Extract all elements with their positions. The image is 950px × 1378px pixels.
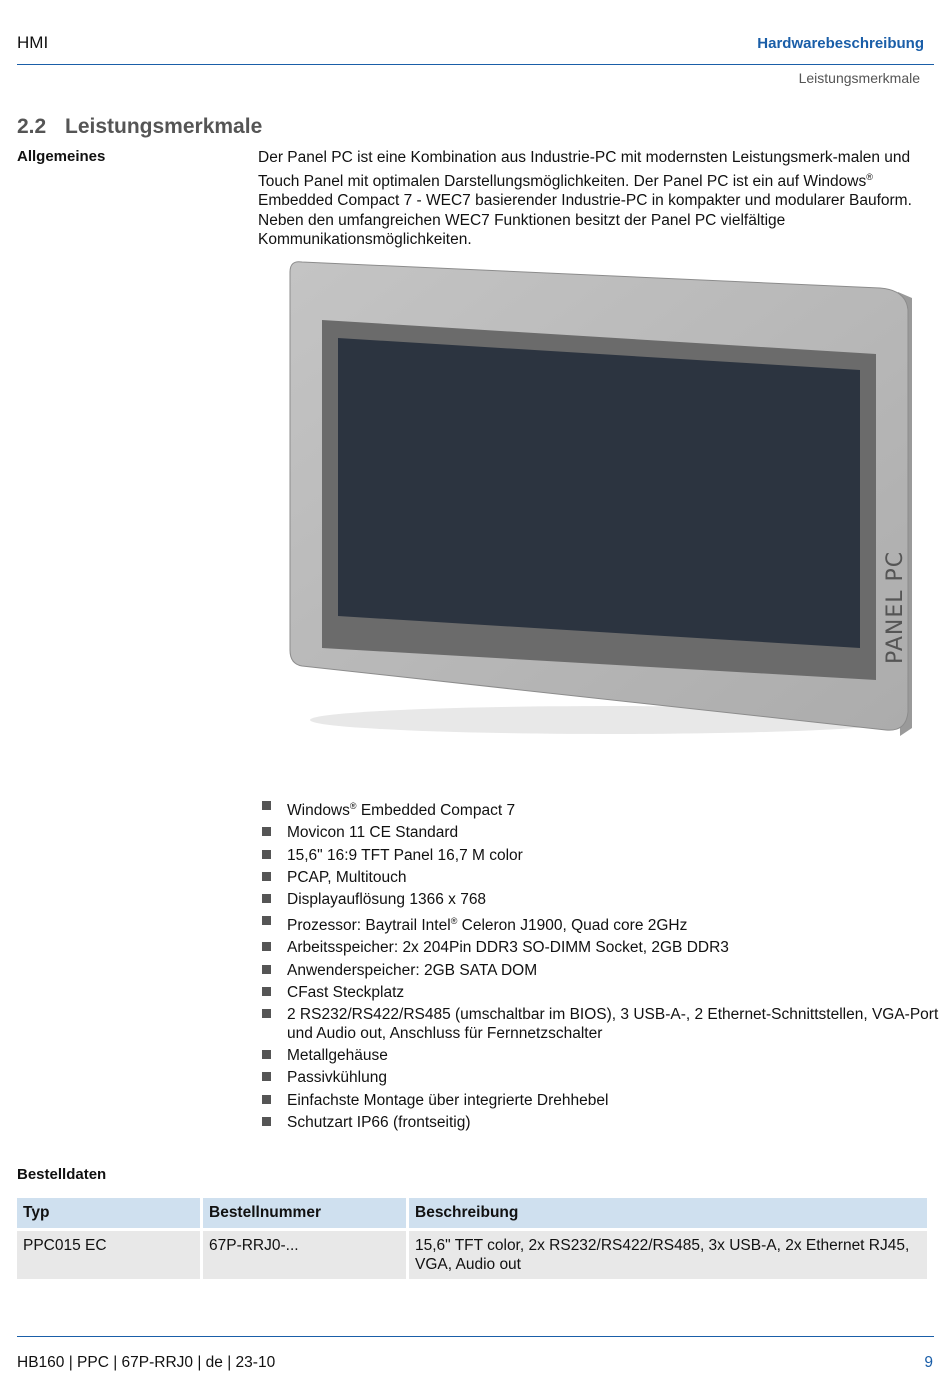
feature-text: Movicon 11 CE Standard bbox=[287, 824, 459, 842]
square-bullet-icon bbox=[262, 1095, 271, 1104]
list-item bbox=[260, 1091, 940, 1110]
list-item bbox=[260, 890, 940, 909]
section-number: 2.2 bbox=[17, 115, 47, 138]
feature-list bbox=[260, 797, 940, 1135]
list-item bbox=[260, 1113, 940, 1132]
feature-text: Displayauflösung 1366 x 768 bbox=[287, 890, 487, 908]
feature-text-suffix: Embedded Compact 7 bbox=[356, 802, 516, 820]
feature-text-suffix: Celeron J1900, Quad core 2GHz bbox=[457, 917, 688, 935]
cell-order-number: 67P-RRJ0-... bbox=[203, 1231, 406, 1279]
square-bullet-icon bbox=[262, 1050, 271, 1059]
square-bullet-icon bbox=[262, 1117, 271, 1126]
feature-text: Arbeitsspeicher: 2x 204Pin DDR3 SO-DIMM Socket, 2GB DDR3 bbox=[287, 939, 729, 957]
square-bullet-icon bbox=[262, 801, 271, 810]
panel-pc-image bbox=[280, 250, 930, 750]
header-section: Leistungsmerkmale bbox=[798, 70, 920, 86]
table-header-row bbox=[17, 1198, 927, 1228]
square-bullet-icon bbox=[262, 894, 271, 903]
list-item bbox=[260, 868, 940, 887]
list-item bbox=[260, 797, 940, 820]
square-bullet-icon bbox=[262, 850, 271, 859]
list-item bbox=[260, 846, 940, 865]
feature-text: Anwenderspeicher: 2GB SATA DOM bbox=[287, 961, 538, 979]
square-bullet-icon bbox=[262, 987, 271, 996]
list-item bbox=[260, 961, 940, 980]
list-item bbox=[260, 823, 940, 842]
square-bullet-icon bbox=[262, 1072, 271, 1081]
footer-doc-id: HB160 | PPC | 67P-RRJ0 | de | 23-10 bbox=[17, 1354, 276, 1371]
cell-description: 15,6" TFT color, 2x RS232/RS422/RS485, 3x USB-A, 2x Ethernet RJ45, VGA, Audio out bbox=[409, 1231, 927, 1279]
side-label: Allgemeines bbox=[17, 148, 106, 165]
feature-text: Schutzart IP66 (frontseitig) bbox=[287, 1113, 471, 1131]
square-bullet-icon bbox=[262, 916, 271, 925]
square-bullet-icon bbox=[262, 1009, 271, 1018]
footer-divider bbox=[17, 1336, 934, 1337]
order-table bbox=[14, 1195, 930, 1282]
section-title: Leistungsmerkmale bbox=[65, 115, 263, 138]
registered-mark: ® bbox=[450, 916, 458, 927]
registered-mark: ® bbox=[349, 801, 357, 811]
col-header-type: Typ bbox=[17, 1198, 200, 1228]
header-divider bbox=[17, 64, 934, 65]
list-item bbox=[260, 912, 940, 935]
square-bullet-icon bbox=[262, 942, 271, 951]
registered-mark: ® bbox=[866, 171, 873, 182]
header-product: HMI bbox=[17, 33, 49, 52]
header-chapter: Hardwarebeschreibung bbox=[757, 35, 924, 52]
cell-type: PPC015 EC bbox=[17, 1231, 200, 1279]
list-item bbox=[260, 1046, 940, 1065]
col-header-description: Beschreibung bbox=[409, 1198, 927, 1228]
feature-text: Metallgehäuse bbox=[287, 1047, 388, 1065]
table-row bbox=[17, 1231, 927, 1279]
intro-paragraph bbox=[258, 148, 938, 250]
col-header-order-number: Bestellnummer bbox=[203, 1198, 406, 1228]
intro-text-2: Embedded Compact 7 - WEC7 basierender Industrie-PC in kompakter und modularer Bauform. Neben den umfangreichen WEC7 Funktionen besitzt der Panel PC vielfältige Kommunikationsmöglichkeiten. bbox=[258, 192, 912, 249]
feature-text: CFast Steckplatz bbox=[287, 983, 405, 1001]
section-heading bbox=[17, 115, 262, 139]
feature-text: PCAP, Multitouch bbox=[287, 868, 407, 886]
square-bullet-icon bbox=[262, 872, 271, 881]
page-number: 9 bbox=[924, 1354, 933, 1371]
list-item bbox=[260, 938, 940, 957]
feature-text: Prozessor: Baytrail Intel bbox=[287, 917, 451, 935]
intro-text-1: Der Panel PC ist eine Kombination aus Industrie-PC mit modernsten Leistungsmerk-malen und Touch Panel mit optimalen Darstellungsmöglichkeiten. Der Panel PC ist ein auf Windows bbox=[258, 149, 911, 190]
square-bullet-icon bbox=[262, 965, 271, 974]
square-bullet-icon bbox=[262, 827, 271, 836]
order-data-title: Bestelldaten bbox=[17, 1166, 107, 1183]
feature-text: Windows bbox=[287, 802, 350, 820]
feature-text: Einfachste Montage über integrierte Drehhebel bbox=[287, 1091, 609, 1109]
feature-text: 2 RS232/RS422/RS485 (umschaltbar im BIOS), 3 USB-A-, 2 Ethernet-Schnittstellen, VGA-Port und Audio out, Anschluss für Fernnetzschalter bbox=[287, 1006, 939, 1042]
feature-text: 15,6" 16:9 TFT Panel 16,7 M color bbox=[287, 846, 523, 864]
list-item bbox=[260, 1068, 940, 1087]
feature-text: Passivkühlung bbox=[287, 1069, 387, 1087]
list-item bbox=[260, 1005, 940, 1043]
list-item bbox=[260, 983, 940, 1002]
panel-label: PANEL PC bbox=[883, 550, 908, 664]
